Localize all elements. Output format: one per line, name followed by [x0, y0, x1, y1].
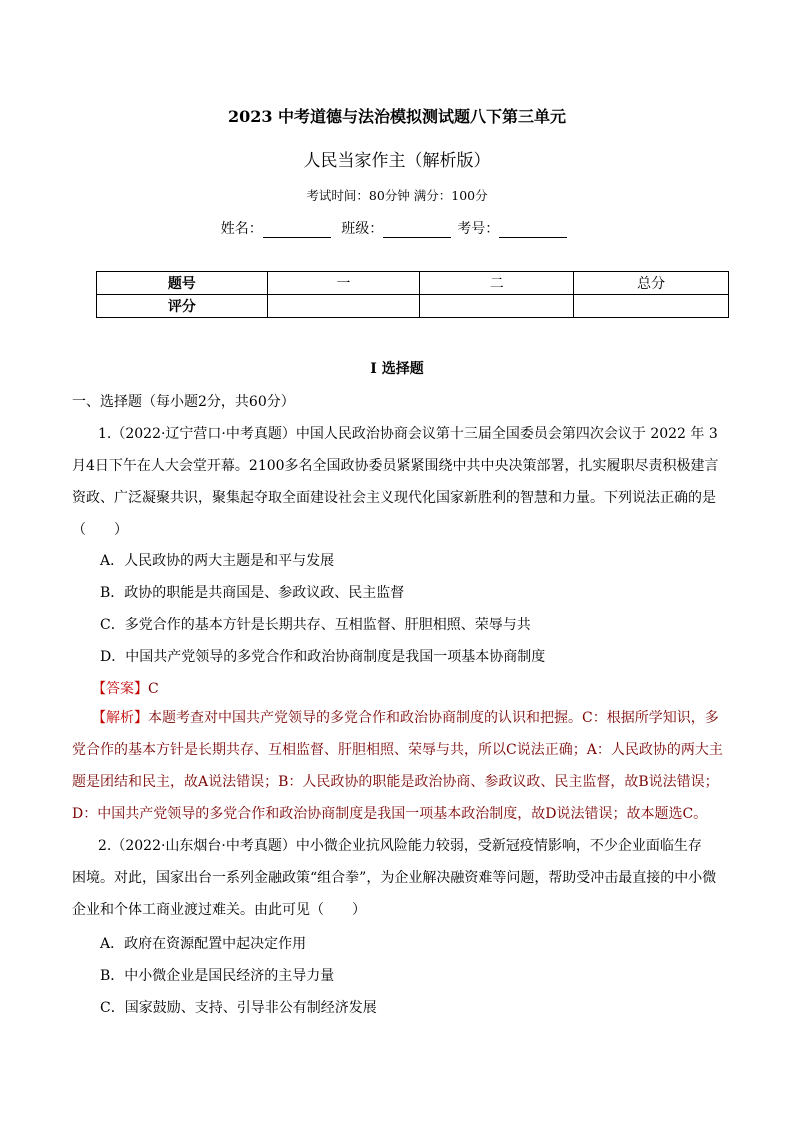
table-cell: 二 [420, 272, 574, 295]
table-cell: 总分 [574, 272, 729, 295]
text-line: 党合作的基本方针是长期共存、互相监督、肝胆相照、荣辱与共，所以C说法正确；A：人民政协的两大主 [72, 742, 723, 758]
score-cell[interactable] [574, 295, 729, 318]
option-c: C．国家鼓励、支持、引导非公有制经济发展 [100, 1000, 377, 1016]
table-row [97, 295, 729, 318]
class-label: 班级： [341, 221, 384, 237]
score-table [96, 271, 729, 318]
option-a: A．人民政协的两大主题是和平与发展 [100, 553, 335, 569]
number-blank[interactable] [499, 223, 567, 238]
option-d: D．中国共产党领导的多党合作和政治协商制度是我国一项基本协商制度 [100, 649, 546, 665]
question-1-stem [72, 418, 724, 546]
text-line: （ ） [72, 522, 128, 538]
student-info-fields [0, 218, 794, 238]
text-line: 资政、广泛凝聚共识，聚集起夺取全面建设社会主义现代化国家新胜利的智慧和力量。下列说法正确的是 [72, 490, 716, 506]
text-line: 2.（2022·山东烟台·中考真题）中小微企业抗风险能力较弱，受新冠疫情影响，不少企业面临生存 [98, 838, 702, 854]
table-cell: 评分 [97, 295, 268, 318]
text-line: D：中国共产党领导的多党合作和政治协商制度是我国一项基本政治制度，故D说法错误；故本题选C。 [72, 806, 708, 822]
name-blank[interactable] [263, 223, 331, 238]
answer-label: 【答案】 [92, 681, 148, 697]
analysis-label: 【解析】 [92, 710, 148, 726]
option-a: A．政府在资源配置中起决定作用 [100, 936, 307, 952]
answer-value: C [148, 681, 159, 697]
part-heading: 一、选择题（每小题2分，共60分） [72, 394, 295, 410]
score-cell[interactable] [420, 295, 574, 318]
question-2-stem [72, 830, 724, 926]
number-label: 考号： [457, 221, 500, 237]
text-line: 月4日下午在人大会堂开幕。2100多名全国政协委员紧紧围绕中共中央决策部署，扎实履职尽责积极建言 [72, 458, 719, 474]
option-c: C．多党合作的基本方针是长期共存、互相监督、肝胆相照、荣辱与共 [100, 617, 531, 633]
text-line: 题是团结和民主，故A说法错误；B：人民政协的职能是政治协商、参政议政、民主监督，故B说法错误； [72, 774, 719, 790]
option-b: B．中小微企业是国民经济的主导力量 [100, 968, 335, 984]
page-subtitle: 人民当家作主（解析版） [303, 151, 491, 171]
text-line: 本题考查对中国共产党领导的多党合作和政治协商制度的认识和把握。C：根据所学知识，多 [148, 710, 719, 726]
section-title: I 选择题 [370, 361, 424, 377]
answer-line [92, 678, 159, 698]
score-cell[interactable] [267, 295, 420, 318]
class-blank[interactable] [383, 223, 451, 238]
table-row [97, 272, 729, 295]
text-line: 企业和个体工商业渡过难关。由此可见（ ） [72, 902, 366, 918]
page-title: 2023 中考道德与法治模拟测试题八下第三单元 [227, 107, 567, 126]
table-cell: 题号 [97, 272, 268, 295]
option-b: B．政协的职能是共商国是、参政议政、民主监督 [100, 585, 405, 601]
exam-info: 考试时间：80分钟 满分：100分 [306, 188, 488, 203]
analysis [72, 702, 724, 830]
name-label: 姓名： [220, 221, 263, 237]
text-line: 困境。对此，国家出台一系列金融政策“组合拳”，为企业解决融资难等问题，帮助受冲击最直接的中小微 [72, 870, 717, 886]
table-cell: 一 [267, 272, 420, 295]
text-line: 1.（2022·辽宁营口·中考真题）中国人民政治协商会议第十三届全国委员会第四次会议于 2022 年 3 [98, 426, 718, 442]
